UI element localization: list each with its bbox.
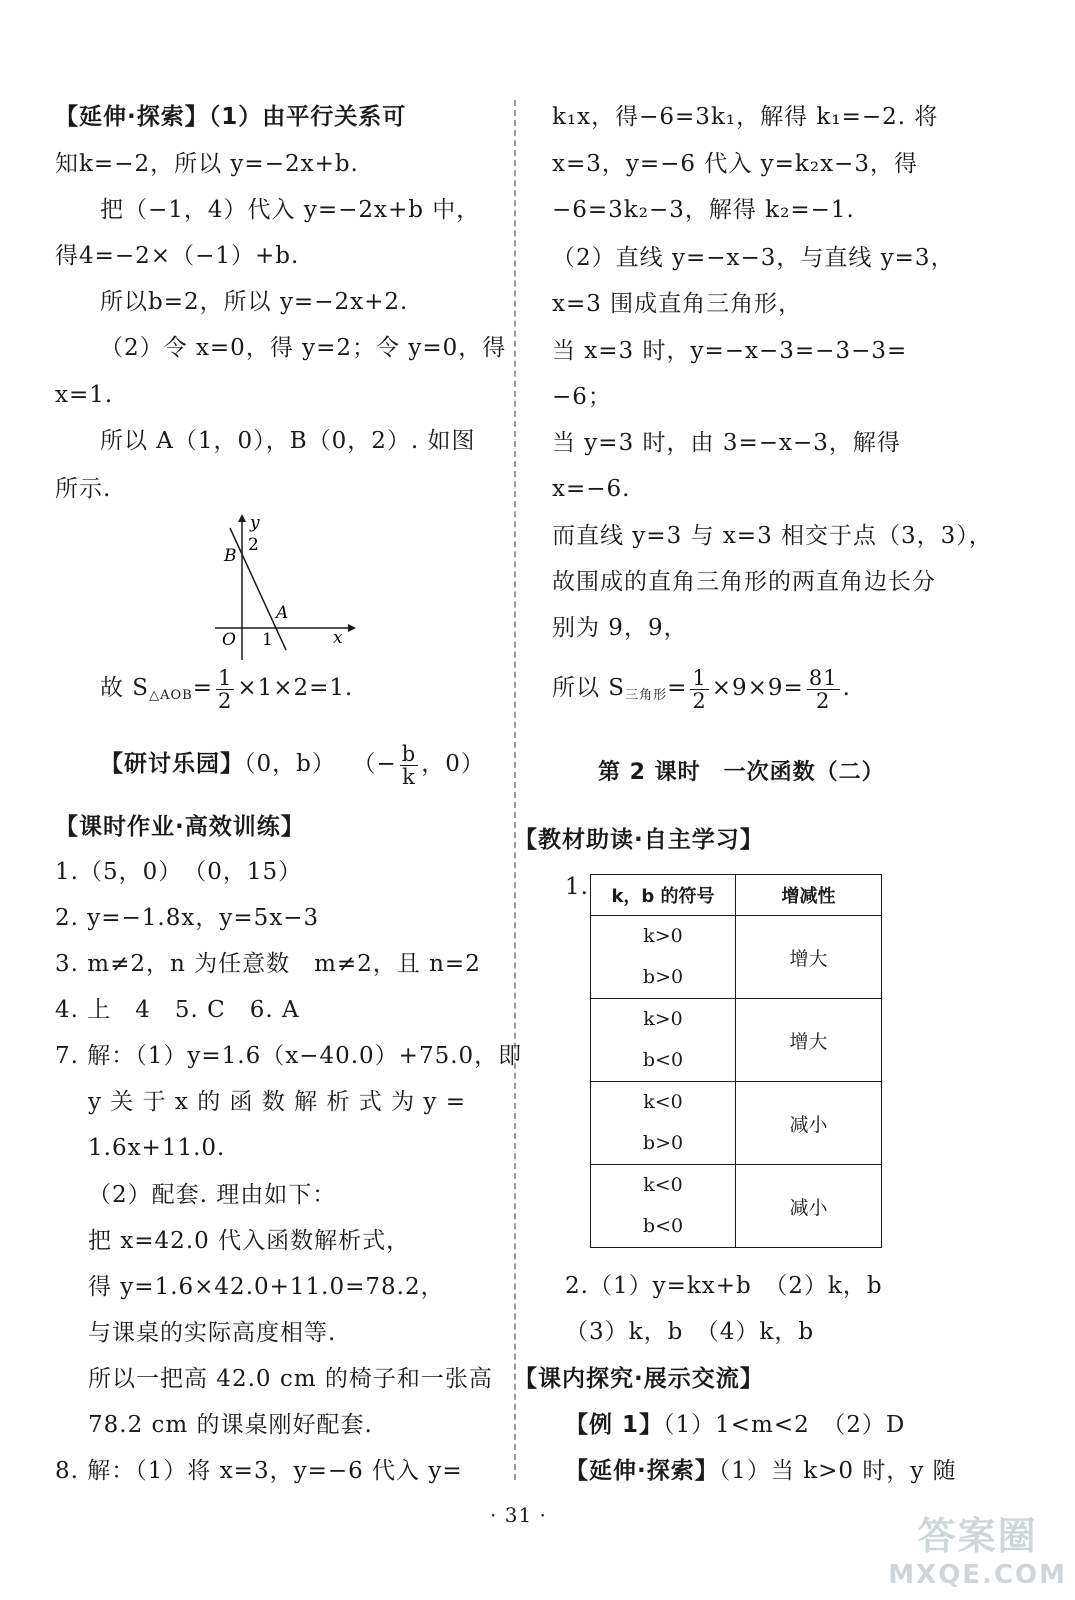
table-cell-signs: k>0 b>0 bbox=[591, 916, 736, 999]
answer-4: 4. 上 4 5. C 6. A bbox=[55, 997, 300, 1023]
x-axis-arrow bbox=[348, 624, 356, 632]
sign-monotonicity-table bbox=[590, 874, 882, 1248]
answer-3: 3. m≠2，n 为任意数 m≠2，且 n=2 bbox=[55, 951, 481, 977]
table-cell-signs: k<0 b<0 bbox=[591, 1165, 736, 1248]
right-line-3: −6=3k₂−3，解得 k₂=−1. bbox=[552, 197, 855, 223]
answer-2: 2. y=−1.8x，y=5x−3 bbox=[55, 905, 320, 931]
right-line-6: 当 x=3 时，y=−x−3=−3−3= bbox=[552, 338, 908, 364]
left-line-3: 把（−1，4）代入 y=−2x+b 中， bbox=[100, 197, 481, 223]
area-formula: 故 $S_{\triangle AOB}=$ $\frac{1}{2}$ ×1×2=1. bbox=[100, 665, 354, 713]
table-question-number: 1. bbox=[565, 874, 589, 900]
watermark bbox=[888, 1505, 1067, 1590]
answer-7-line-3: 1.6x+11.0. bbox=[88, 1135, 226, 1161]
lesson-title: 第 2 课时 一次函数（二） bbox=[598, 760, 885, 785]
left-line-2: 知k=−2，所以 y=−2x+b. bbox=[55, 151, 359, 177]
answer-7-line-6: 得 y=1.6×42.0+11.0=78.2， bbox=[88, 1274, 445, 1300]
table-row bbox=[591, 999, 882, 1082]
answer-7-line-8: 所以一把高 42.0 cm 的椅子和一张高 bbox=[88, 1366, 493, 1392]
y-axis-arrow bbox=[238, 514, 246, 522]
tick-label-2: 2 bbox=[248, 535, 259, 555]
question-2-line-1: 2.（1）y=kx+b （2）k，b bbox=[565, 1273, 883, 1299]
answer-7-line-2: y 关 于 x 的 函 数 解 析 式 为 y = bbox=[88, 1089, 466, 1115]
left-line-6: （2）令 x=0，得 y=2；令 y=0，得 bbox=[100, 335, 507, 361]
table-cell-monotonicity: 减小 bbox=[736, 1082, 882, 1165]
page-number: · 31 · bbox=[490, 1503, 547, 1527]
table-cell-monotonicity: 增大 bbox=[736, 916, 882, 999]
answer-1: 1.（5，0） （0，15） bbox=[55, 859, 303, 885]
answer-7-line-1: 7. 解：（1）y=1.6（x−40.0）+75.0，即 bbox=[55, 1043, 523, 1069]
right-line-4: （2）直线 y=−x−3，与直线 y=3， bbox=[552, 245, 955, 271]
table-cell-monotonicity: 减小 bbox=[736, 1165, 882, 1248]
example-1-line: 【例 1】（1）1<m<2 （2）D bbox=[565, 1412, 906, 1438]
answer-7-line-9: 78.2 cm 的课桌刚好配套. bbox=[88, 1412, 373, 1438]
answer-7-line-7: 与课桌的实际高度相等. bbox=[88, 1320, 337, 1346]
extension-line: 【延伸·探索】（1）当 k>0 时，y 随 bbox=[565, 1458, 957, 1484]
answer-7-line-5: 把 x=42.0 代入函数解析式， bbox=[88, 1228, 411, 1254]
right-line-12: 别为 9，9， bbox=[552, 615, 688, 641]
table-cell-signs: k<0 b>0 bbox=[591, 1082, 736, 1165]
answer-8-line-1: 8. 解：（1）将 x=3，y=−6 代入 y= bbox=[55, 1458, 463, 1484]
left-line-7: x=1. bbox=[55, 382, 114, 408]
table-row bbox=[591, 916, 882, 999]
watermark-top: 答案圈 bbox=[917, 1514, 1038, 1558]
left-line-9: 所示. bbox=[55, 476, 112, 502]
y-label: y bbox=[250, 513, 260, 533]
triangle-area-formula: 所以 $S_{三角形}=$ $\frac{1}{2}$ ×9×9= $\frac{81}{2}$ . bbox=[552, 665, 851, 713]
point-a-label: A bbox=[276, 603, 289, 623]
table-cell-signs: k>0 b<0 bbox=[591, 999, 736, 1082]
right-line-1: k₁x，得−6=3k₁，解得 k₁=−2. 将 bbox=[552, 104, 939, 130]
yantao-section: 【研讨乐园】（0，b） （− $\frac{b}{k}$ ，0） bbox=[100, 741, 485, 789]
right-line-9: x=−6. bbox=[552, 476, 631, 502]
answer-7-line-4: （2）配套. 理由如下： bbox=[88, 1182, 337, 1208]
left-line-4: 得4=−2×（−1）+b. bbox=[55, 243, 300, 269]
column-divider bbox=[514, 100, 516, 1480]
table-header-row bbox=[591, 875, 882, 916]
line-graph-figure bbox=[200, 510, 360, 660]
right-line-11: 故围成的直角三角形的两直角边长分 bbox=[552, 569, 936, 595]
left-line-1: 【延伸·探索】（1）由平行关系可 bbox=[55, 104, 407, 130]
table-row bbox=[591, 1082, 882, 1165]
right-line-7: −6； bbox=[552, 384, 612, 410]
left-line-8: 所以 A（1，0），B（0，2）. 如图 bbox=[100, 428, 476, 454]
question-2-line-2: （3）k，b （4）k，b bbox=[565, 1319, 815, 1345]
table-header-monotonicity: 增减性 bbox=[736, 875, 882, 916]
table-row bbox=[591, 1165, 882, 1248]
section-heading-jiaocai: 【教材助读·自主学习】 bbox=[514, 827, 764, 853]
origin-label: O bbox=[222, 630, 236, 650]
table-header-signs: k，b 的符号 bbox=[591, 875, 736, 916]
section-heading-zuoye: 【课时作业·高效训练】 bbox=[55, 814, 305, 840]
point-b-label: B bbox=[224, 546, 237, 566]
x-label: x bbox=[333, 628, 343, 648]
right-line-10: 而直线 y=3 与 x=3 相交于点（3，3）， bbox=[552, 523, 993, 549]
watermark-bottom: MXQE.COM bbox=[888, 1560, 1067, 1590]
right-line-8: 当 y=3 时，由 3=−x−3，解得 bbox=[552, 430, 901, 456]
right-line-2: x=3，y=−6 代入 y=k₂x−3，得 bbox=[552, 151, 918, 177]
section-heading-kenei: 【课内探究·展示交流】 bbox=[514, 1366, 764, 1392]
tick-label-1: 1 bbox=[262, 630, 273, 650]
table-cell-monotonicity: 增大 bbox=[736, 999, 882, 1082]
left-line-5: 所以b=2，所以 y=−2x+2. bbox=[100, 289, 409, 315]
right-line-5: x=3 围成直角三角形， bbox=[552, 291, 803, 317]
